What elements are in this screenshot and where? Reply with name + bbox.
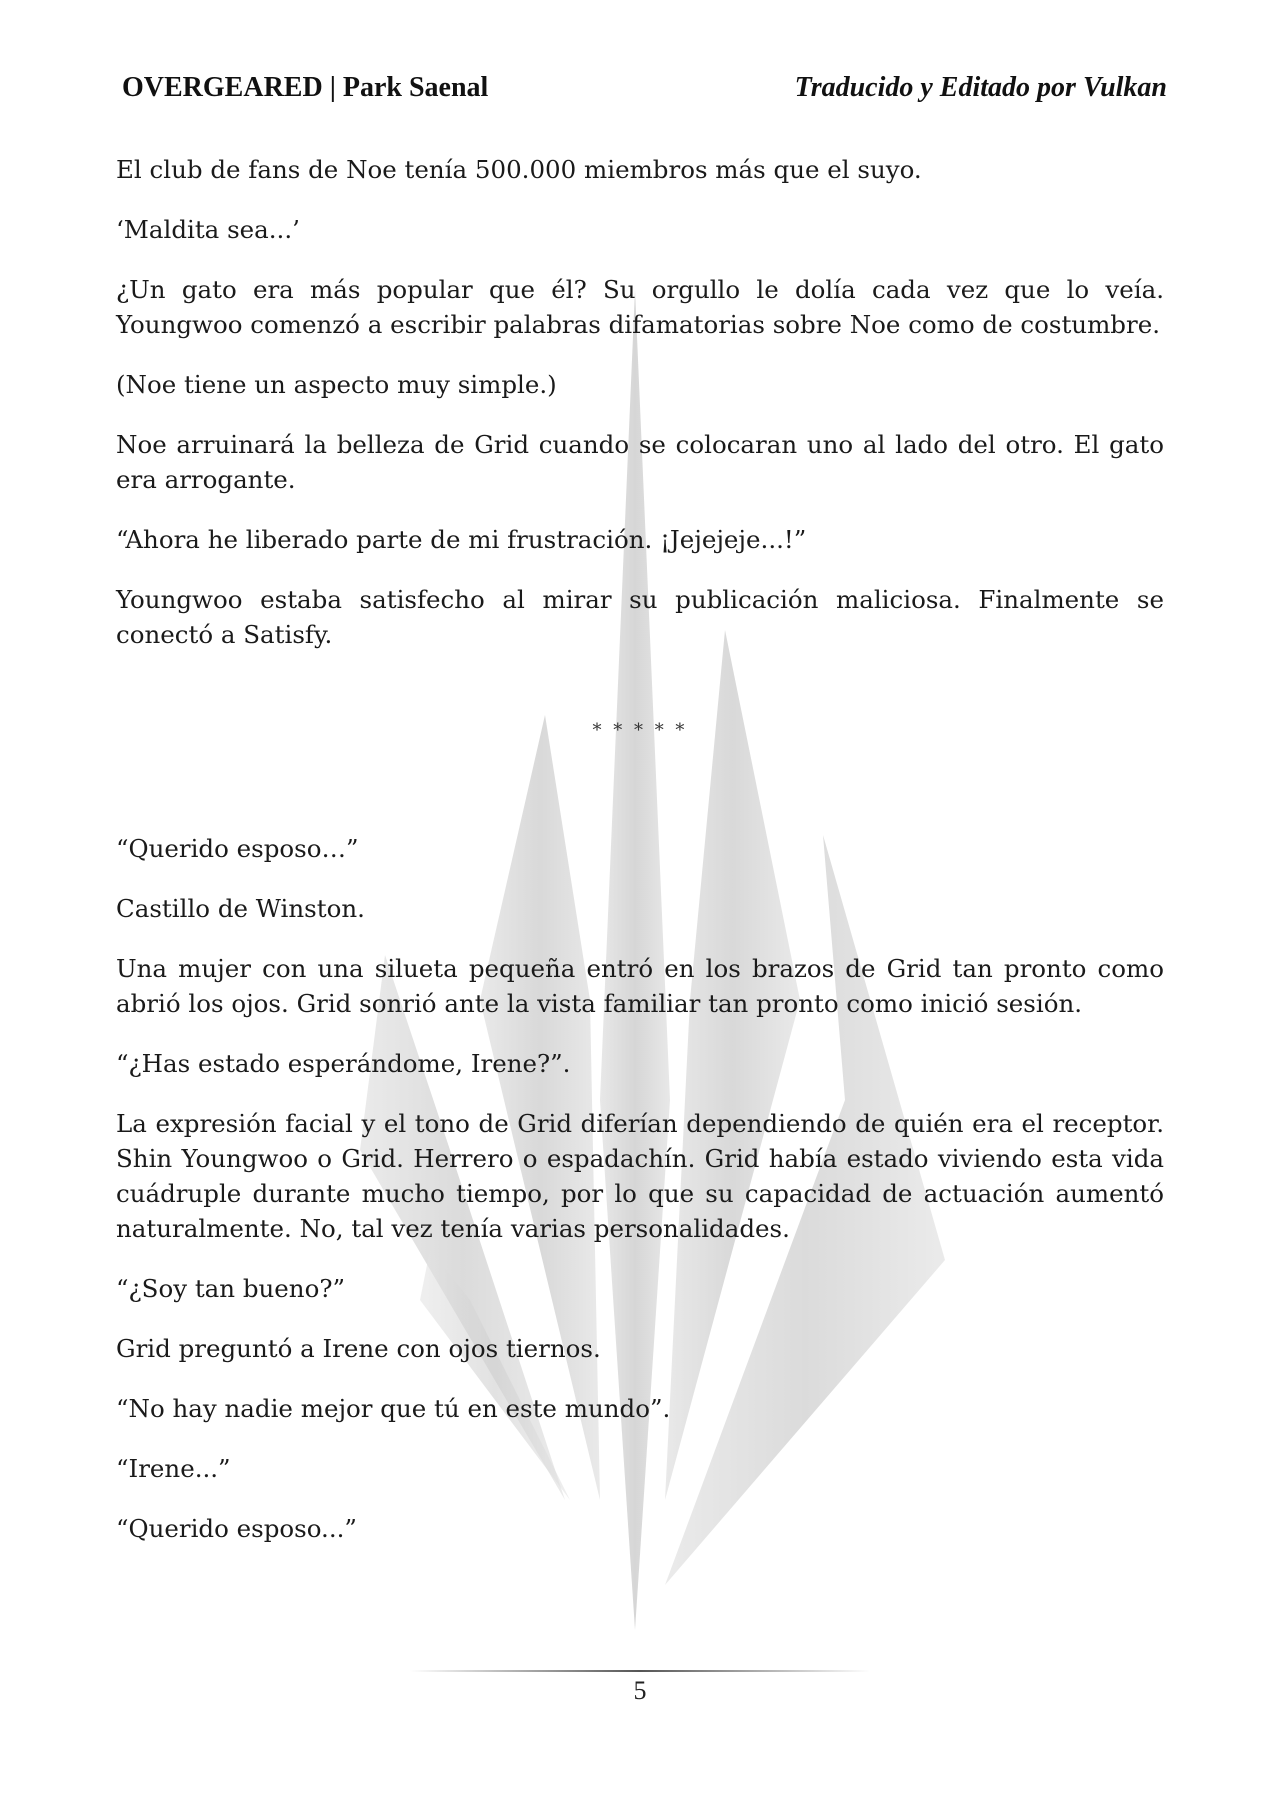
paragraph: Una mujer con una silueta pequeña entró en los brazos de Grid tan pronto como abrió los ojos. Grid sonrió ante la vista familiar tan pronto como inició sesión. — [116, 954, 1164, 1018]
paragraph: ‘Maldita sea...’ — [116, 215, 300, 244]
page-number: 5 — [633, 1676, 647, 1705]
header-book-title: OVERGEARED | Park Saenal — [122, 72, 489, 103]
paragraph: “Querido esposo…” — [116, 834, 359, 863]
paragraph: La expresión facial y el tono de Grid diferían dependiendo de quién era el receptor. Shin Youngwoo o Grid. Herrero o espadachín. Grid había estado viviendo esta vida cuádruple durante mucho tiempo, por lo que su capacidad de actuación aumentó naturalmente. No, tal vez tenía varias personalidades. — [116, 1109, 1164, 1243]
paragraph: Grid preguntó a Irene con ojos tiernos. — [116, 1334, 601, 1363]
paragraph: “Irene...” — [116, 1454, 231, 1483]
paragraph: “Ahora he liberado parte de mi frustración. ¡Jejejeje...!” — [116, 525, 807, 554]
paragraph: “Querido esposo...” — [116, 1514, 357, 1543]
paragraph: “¿Soy tan bueno?” — [116, 1274, 345, 1303]
footer-divider — [410, 1670, 870, 1672]
paragraph: “¿Has estado esperándome, Irene?”. — [116, 1049, 571, 1078]
paragraph: ¿Un gato era más popular que él? Su orgullo le dolía cada vez que lo veía. Youngwoo comenzó a escribir palabras difamatorias sobre Noe como de costumbre. — [116, 275, 1164, 339]
chapter-text — [116, 152, 1164, 1571]
paragraph: “No hay nadie mejor que tú en este mundo”. — [116, 1394, 671, 1423]
scene-separator: * * * * * — [592, 720, 688, 741]
paragraph: El club de fans de Noe tenía 500.000 miembros más que el suyo. — [116, 155, 922, 184]
paragraph: Castillo de Winston. — [116, 894, 365, 923]
page-header — [122, 72, 1167, 112]
header-translator-credit: Traducido y Editado por Vulkan — [794, 72, 1167, 103]
paragraph: (Noe tiene un aspecto muy simple.) — [116, 370, 557, 399]
paragraph: Noe arruinará la belleza de Grid cuando se colocaran uno al lado del otro. El gato era arrogante. — [116, 430, 1164, 494]
paragraph: Youngwoo estaba satisfecho al mirar su publicación maliciosa. Finalmente se conectó a Satisfy. — [116, 585, 1164, 649]
